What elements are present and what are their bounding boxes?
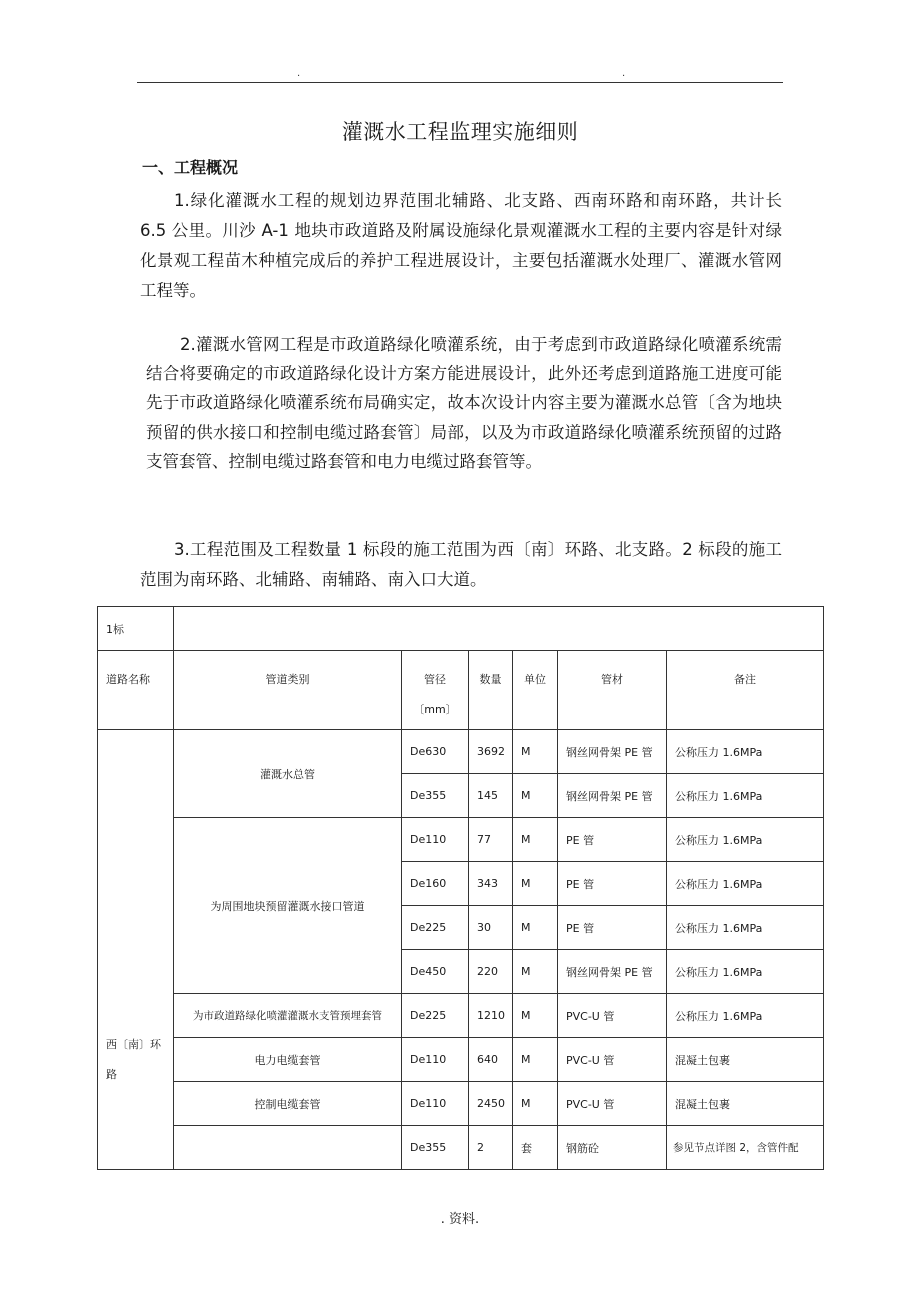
diameter-cell: De225 [402, 906, 469, 950]
diameter-cell: De225 [402, 994, 469, 1038]
page-footer: . 资料. [440, 1212, 480, 1227]
table-section-row [98, 607, 824, 651]
qty-cell: 1210 [469, 994, 513, 1038]
diameter-cell: De160 [402, 862, 469, 906]
unit-cell: M [513, 818, 558, 862]
paragraph-1: 1.绿化灌溉水工程的规划边界范围北辅路、北支路、西南环路和南环路，共计长 6.5 公里。川沙 A-1 地块市政道路及附属设施绿化景观灌溉水工程的主要内容是针对绿化景观工程苗木种植完成后的养护工程进展设计，主要包括灌溉水处理厂、灌溉水管网工程等。 [140, 191, 782, 300]
road-name-line2: 路 [106, 1067, 117, 1081]
qty-cell: 3692 [469, 730, 513, 774]
material-cell: PVC-U 管 [558, 1038, 667, 1082]
qty-cell: 343 [469, 862, 513, 906]
qty-cell: 640 [469, 1038, 513, 1082]
unit-cell: M [513, 906, 558, 950]
table-row [98, 1126, 824, 1170]
unit-cell: 套 [513, 1126, 558, 1170]
paragraph-3: 3.工程范围及工程数量 1 标段的施工范围为西〔南〕环路、北支路。2 标段的施工范围为南环路、北辅路、南辅路、南入口大道。 [140, 540, 782, 589]
diameter-cell: De110 [402, 1082, 469, 1126]
header-dot-left: . [297, 68, 301, 79]
diameter-cell: De355 [402, 1126, 469, 1170]
header-unit: 单位 [513, 651, 558, 730]
unit-cell: M [513, 730, 558, 774]
unit-cell: M [513, 1082, 558, 1126]
header-diameter-line2: 〔mm〕 [413, 703, 457, 716]
diameter-cell: De110 [402, 818, 469, 862]
material-cell: 钢丝网骨架 PE 管 [558, 730, 667, 774]
note-cell: 公称压力 1.6MPa [667, 994, 824, 1038]
note-cell: 公称压力 1.6MPa [667, 730, 824, 774]
pipe-type-cell: 为市政道路绿化喷灌灌溉水支管预埋套管 [174, 994, 402, 1038]
diameter-cell: De110 [402, 1038, 469, 1082]
note-cell: 混凝土包裹 [667, 1038, 824, 1082]
pipe-type-cell: 灌溉水总管 [174, 730, 402, 818]
material-cell: 钢丝网骨架 PE 管 [558, 774, 667, 818]
header-rule [137, 82, 783, 83]
material-cell: 钢丝网骨架 PE 管 [558, 950, 667, 994]
road-name-cell [98, 730, 174, 1170]
quantity-table [97, 606, 824, 1170]
table-row [98, 994, 824, 1038]
header-qty: 数量 [469, 651, 513, 730]
qty-cell: 220 [469, 950, 513, 994]
header-material: 管材 [558, 651, 667, 730]
section-empty-cell [174, 607, 824, 651]
header-diameter [402, 651, 469, 730]
section-label-cell: 1标 [98, 607, 174, 651]
material-cell: 钢筋砼 [558, 1126, 667, 1170]
note-cell: 公称压力 1.6MPa [667, 862, 824, 906]
header-road: 道路名称 [98, 651, 174, 730]
material-cell: PE 管 [558, 906, 667, 950]
material-cell: PVC-U 管 [558, 1082, 667, 1126]
header-diameter-line1: 管径 [424, 673, 446, 686]
table-row [98, 818, 824, 862]
unit-cell: M [513, 774, 558, 818]
header-note: 备注 [667, 651, 824, 730]
unit-cell: M [513, 994, 558, 1038]
note-cell: 公称压力 1.6MPa [667, 818, 824, 862]
note-cell: 公称压力 1.6MPa [667, 950, 824, 994]
unit-cell: M [513, 862, 558, 906]
diameter-cell: De450 [402, 950, 469, 994]
pipe-type-cell: 为周围地块预留灌溉水接口管道 [174, 818, 402, 994]
pipe-type-cell: 电力电缆套管 [174, 1038, 402, 1082]
unit-cell: M [513, 1038, 558, 1082]
material-cell: PVC-U 管 [558, 994, 667, 1038]
pipe-type-cell [174, 1126, 402, 1170]
note-cell: 公称压力 1.6MPa [667, 906, 824, 950]
table-row [98, 1038, 824, 1082]
diameter-cell: De355 [402, 774, 469, 818]
material-cell: PE 管 [558, 862, 667, 906]
table-row [98, 1082, 824, 1126]
qty-cell: 2 [469, 1126, 513, 1170]
header-type: 管道类别 [174, 651, 402, 730]
note-cell: 混凝土包裹 [667, 1082, 824, 1126]
note-cell: 参见节点详图 2，含管件配 [667, 1126, 824, 1170]
material-cell: PE 管 [558, 818, 667, 862]
table-row [98, 730, 824, 774]
pipe-type-cell: 控制电缆套管 [174, 1082, 402, 1126]
note-cell: 公称压力 1.6MPa [667, 774, 824, 818]
document-title: 灌溉水工程监理实施细则 [341, 120, 579, 144]
qty-cell: 77 [469, 818, 513, 862]
section-heading: 一、工程概况 [142, 158, 239, 177]
road-name-line1: 西〔南〕环 [106, 1037, 161, 1051]
qty-cell: 30 [469, 906, 513, 950]
qty-cell: 2450 [469, 1082, 513, 1126]
header-dot-right: . [622, 68, 626, 79]
paragraph-2: 2.灌溉水管网工程是市政道路绿化喷灌系统，由于考虑到市政道路绿化喷灌系统需结合将要确定的市政道路绿化设计方案方能进展设计，此外还考虑到道路施工进度可能先于市政道路绿化喷灌系统布局确实定，故本次设计内容主要为灌溉水总管〔含为地块预留的供水接口和控制电缆过路套管〕局部，以及为市政道路绿化喷灌系统预留的过路支管套管、控制电缆过路套管和电力电缆过路套管等。 [146, 335, 782, 471]
qty-cell: 145 [469, 774, 513, 818]
diameter-cell: De630 [402, 730, 469, 774]
unit-cell: M [513, 950, 558, 994]
table-header-row [98, 651, 824, 730]
